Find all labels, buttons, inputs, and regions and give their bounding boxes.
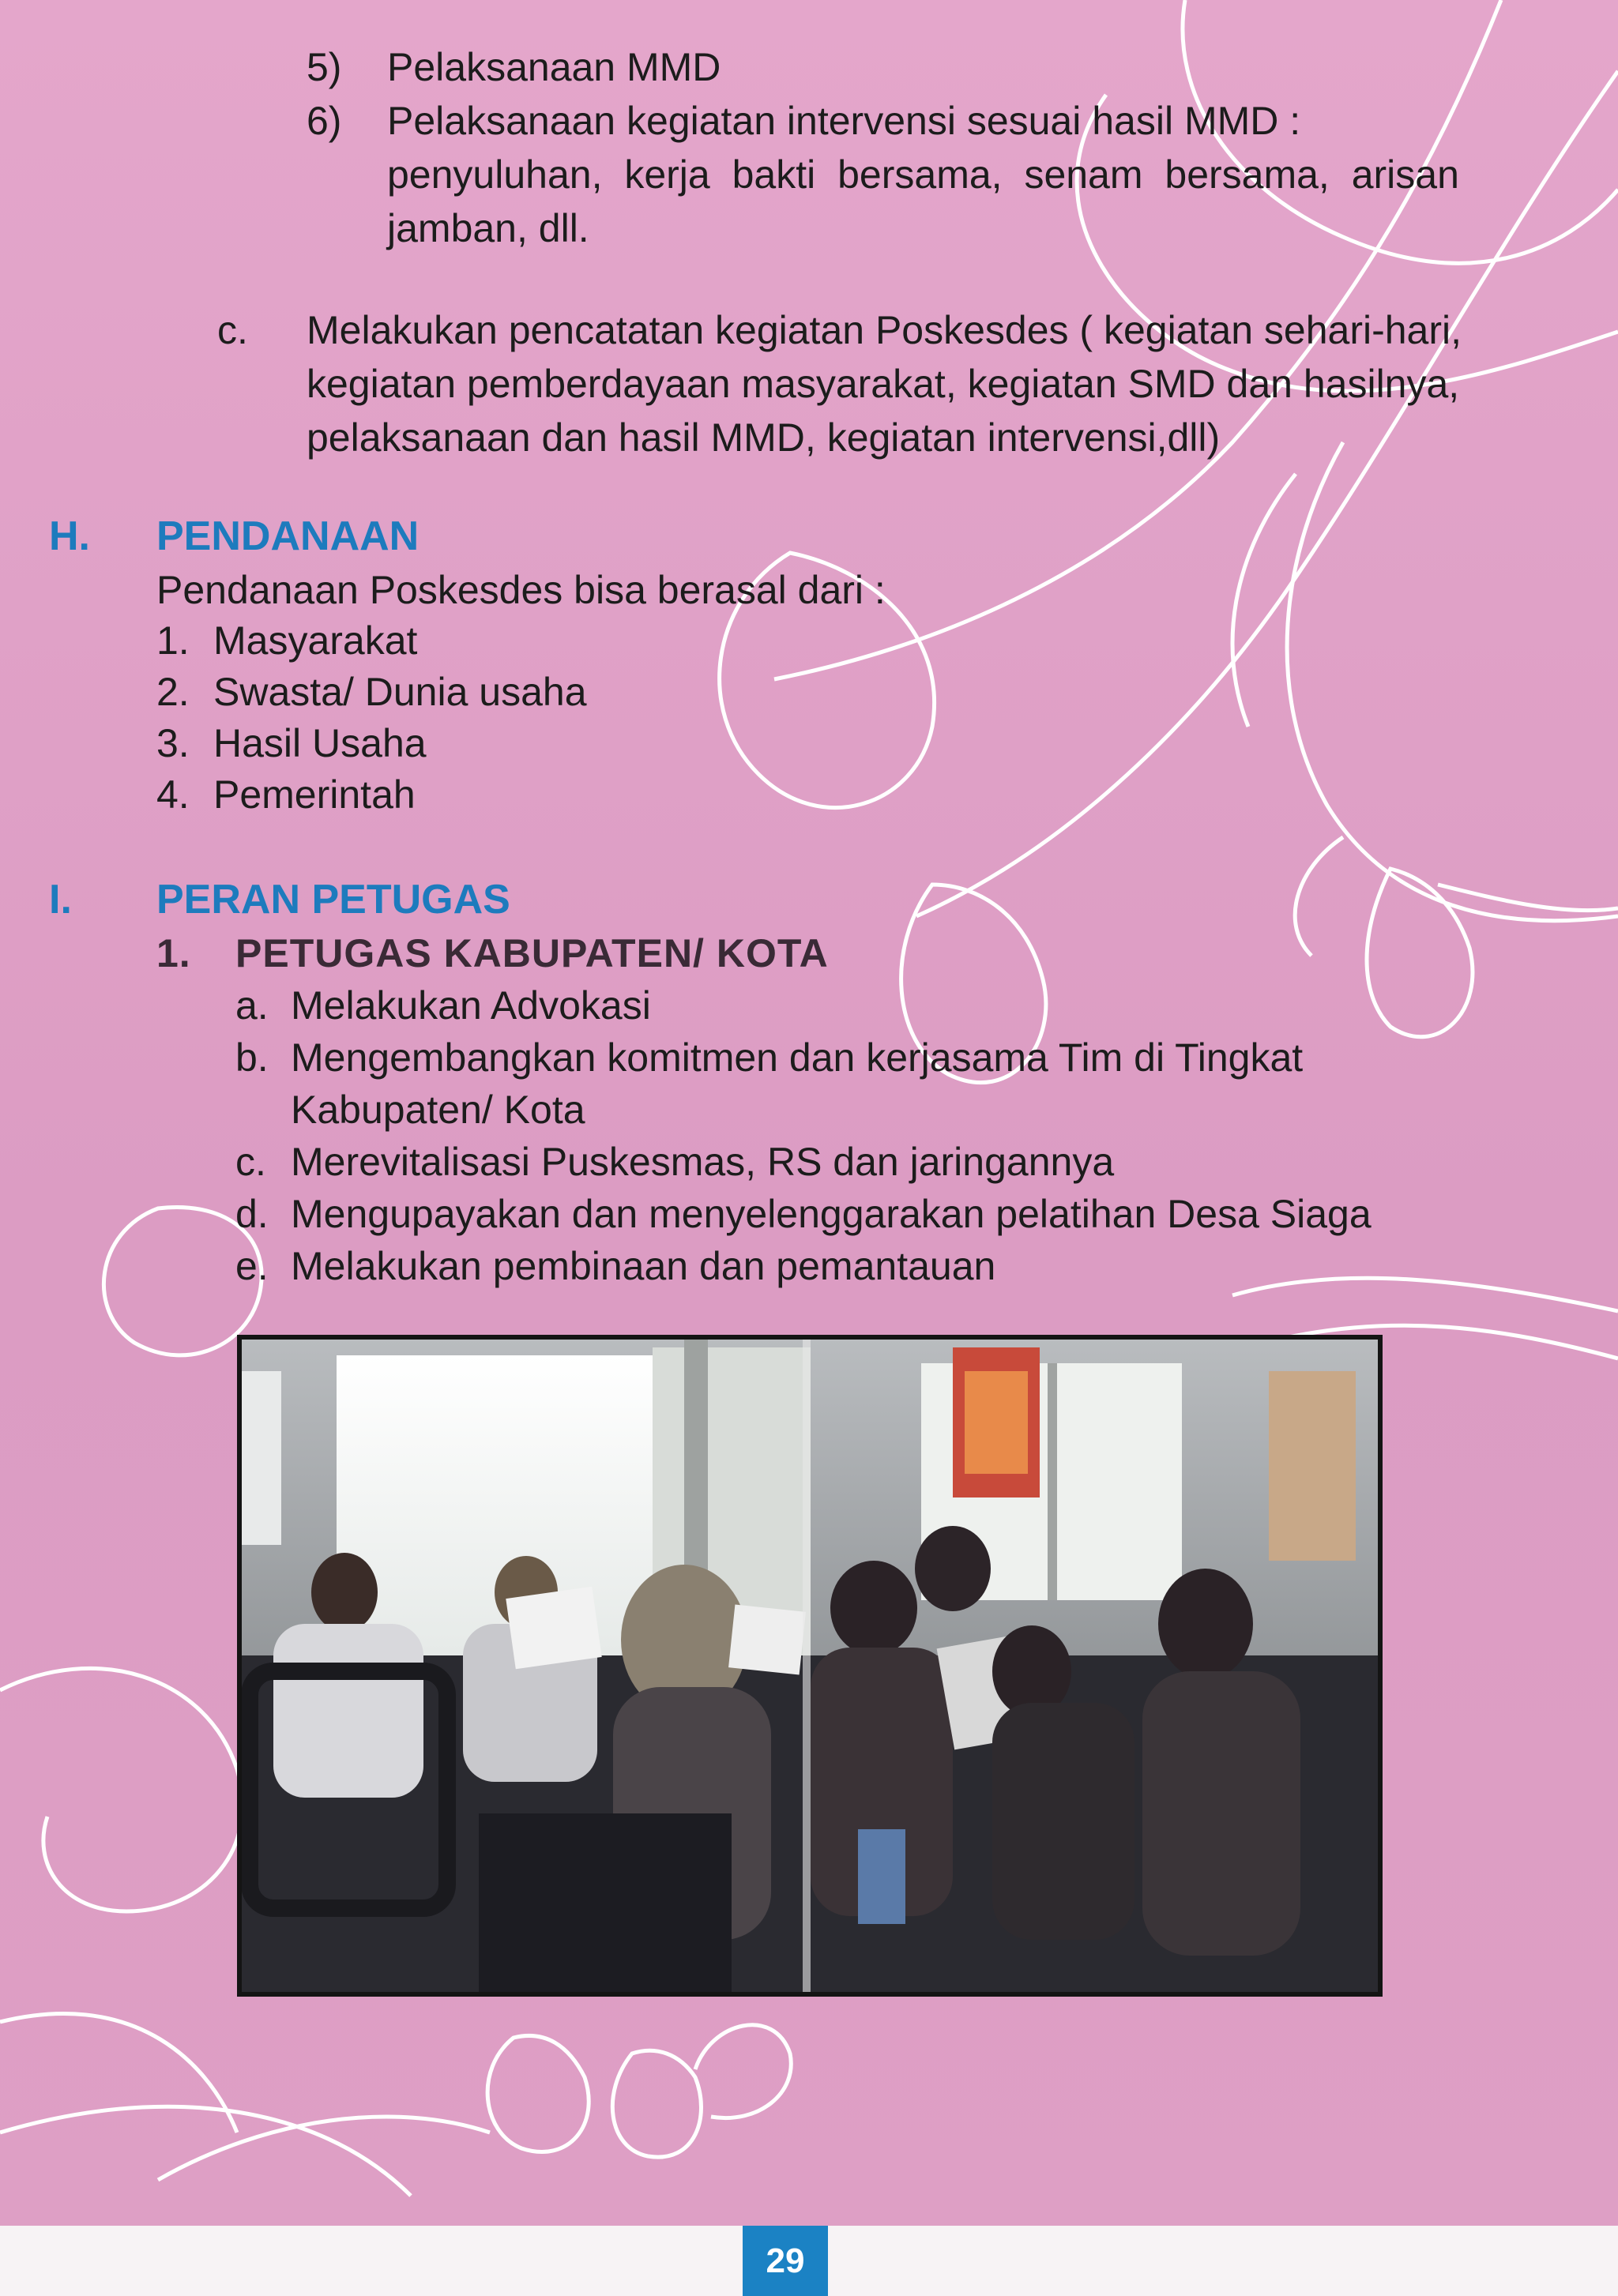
meeting-photo-illustration (242, 1340, 1378, 1992)
list-item-text: penyuluhan, kerja bakti bersama, senam bersama, arisan (387, 152, 1459, 197)
list-marker: d. (235, 1192, 269, 1236)
section-title: PENDANAAN (156, 513, 420, 559)
section-title: PERAN PETUGAS (156, 877, 510, 923)
list-item-text: Pemerintah (213, 772, 416, 817)
swirl-curve (1232, 1278, 1618, 1311)
swirl-curve (1438, 885, 1618, 911)
petal (1295, 837, 1343, 956)
subsection-title: PETUGAS KABUPATEN/ KOTA (235, 931, 829, 975)
list-marker: 1. (156, 618, 190, 663)
list-marker: e. (235, 1244, 269, 1288)
petal (487, 2035, 589, 2151)
list-item-text: Pelaksanaan kegiatan intervensi sesuai hasil MMD : (387, 99, 1301, 143)
list-item-text: Melakukan Advokasi (291, 983, 651, 1028)
list-marker: c. (235, 1140, 266, 1184)
swirl-curve (0, 1668, 243, 1911)
swirl-curve (0, 2013, 237, 2133)
list-marker: a. (235, 983, 269, 1028)
meeting-photo (237, 1335, 1383, 1997)
list-marker: b. (235, 1035, 269, 1080)
list-item-text: Kabupaten/ Kota (291, 1088, 585, 1132)
list-marker: 5) (307, 45, 342, 89)
list-marker: 2. (156, 670, 190, 714)
list-item-text: Melakukan pencatatan kegiatan Poskesdes ( kegiatan sehari-hari, (307, 308, 1462, 352)
list-item-text: jamban, dll. (387, 206, 589, 250)
swirl-curve (1232, 474, 1296, 727)
petal (695, 2025, 791, 2118)
petal (1367, 869, 1473, 1037)
list-item-text: pelaksanaan dan hasil MMD, kegiatan intervensi,dll) (307, 415, 1221, 460)
list-item-text: kegiatan pemberdayaan masyarakat, kegiatan SMD dan hasilnya, (307, 362, 1460, 406)
subsection-marker: 1. (156, 931, 191, 975)
page-number-badge: 29 (743, 2226, 828, 2296)
list-item-text: Melakukan pembinaan dan pemantauan (291, 1244, 996, 1288)
petal (612, 2050, 701, 2157)
list-item-text: Masyarakat (213, 618, 418, 663)
list-marker: 3. (156, 721, 190, 765)
section-intro: Pendanaan Poskesdes bisa berasal dari : (156, 568, 886, 612)
list-item-text: Merevitalisasi Puskesmas, RS dan jaringannya (291, 1140, 1115, 1184)
list-item-text: Swasta/ Dunia usaha (213, 670, 587, 714)
list-marker: 4. (156, 772, 190, 817)
section-letter: H. (49, 513, 90, 559)
swirl-curve (158, 2117, 490, 2180)
list-item-text: Mengupayakan dan menyelenggarakan pelatihan Desa Siaga (291, 1192, 1372, 1236)
list-item-text: Hasil Usaha (213, 721, 427, 765)
list-marker: 6) (307, 99, 342, 143)
list-marker: c. (217, 308, 248, 352)
list-item-text: Pelaksanaan MMD (387, 45, 721, 89)
section-letter: I. (49, 877, 72, 923)
list-item-text: Mengembangkan komitmen dan kerjasama Tim di Tingkat (291, 1035, 1304, 1080)
